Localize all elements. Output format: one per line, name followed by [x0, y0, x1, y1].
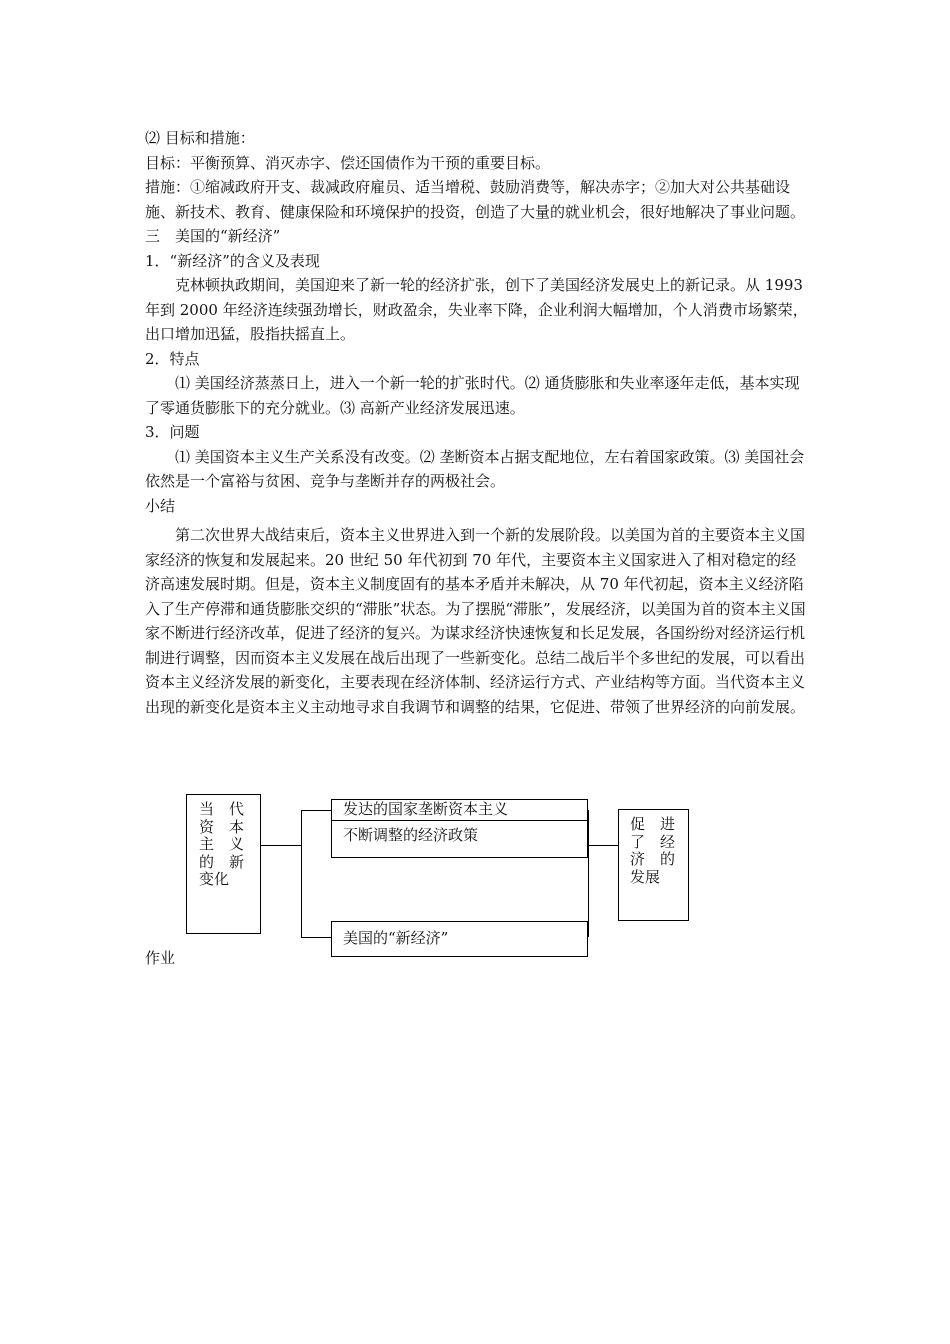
connector-left-bottom — [301, 937, 332, 938]
summary-paragraph: 第二次世界大战结束后，资本主义世界进入到一个新的发展阶段。以美国为首的主要资本主义国家经济的恢复和发展起来。20 世纪 50 年代初到 70 年代，主要资本主义国家进入了相对稳定的经济高速发展时期。但是，资本主义制度固有的基本矛盾并未解决，从 70 年代初起，资本主义经济陷入了生产停滞和通货膨胀交织的“滞胀”状态。为了摆脱“滞胀”，发展经济，以美国为首的资本主义国家不断进行经济改革，促进了经济的复兴。为谋求经济快速恢复和长足发展，各国纷纷对经济运行机制进行调整，因而资本主义发展在战后出现了一些新变化。总结二战后半个多世纪的发展，可以看出资本主义经济发展的新变化，主要表现在经济体制、经济运行方式、产业结构等方面。当代资本主义出现的新变化是资本主义主动地寻求自我调节和调整的结果，它促进、带领了世界经济的向前发展。 — [145, 526, 806, 716]
measures-paragraph: 措施：①缩减政府开支、裁减政府雇员、适当增税、鼓励消费等，解决赤字；②加大对公共基础设施、新技术、教育、健康保险和环境保护的投资，创造了大量的就业机会，很好地解决了事业问题。 — [145, 178, 806, 221]
connector-left-top — [301, 810, 332, 811]
right-char: 济 — [630, 850, 646, 868]
left-char: 的 — [199, 852, 215, 871]
right-char: 发展 — [630, 867, 661, 886]
right-char: 进 — [660, 815, 676, 833]
right-char: 的 — [660, 850, 676, 868]
homework-heading: 作业 — [145, 949, 176, 967]
left-char: 主 — [199, 835, 215, 853]
left-char: 当 — [199, 800, 215, 818]
top-box-2-label: 不断调整的经济政策 — [343, 826, 479, 844]
bottom-box-label: 美国的“新经济” — [343, 929, 449, 947]
connector-left-vertical — [301, 810, 302, 937]
subheading-problems: 3．问题 — [145, 423, 200, 441]
left-char: 代 — [229, 800, 245, 818]
right-char: 促 — [630, 815, 646, 833]
left-char: 新 — [229, 852, 245, 871]
summary-heading: 小结 — [145, 496, 176, 515]
features-paragraph: ⑴ 美国经济蒸蒸日上，进入一个新一轮的扩张时代。⑵ 通货膨胀和失业率逐年走低，基本实现了零通货膨胀下的充分就业。⑶ 高新产业经济发展迅速。 — [145, 374, 800, 417]
subheading-meaning: 1．“新经济”的含义及表现 — [145, 251, 320, 270]
subheading-goals-measures: ⑵ 目标和措施： — [145, 129, 255, 147]
top-box-1-label: 发达的国家垄断资本主义 — [343, 800, 509, 818]
right-char: 了 — [630, 832, 646, 851]
subheading-features: 2．特点 — [145, 349, 200, 368]
problems-paragraph: ⑴ 美国资本主义生产关系没有改变。⑵ 垄断资本占据支配地位，左右着国家政策。⑶ 美国社会依然是一个富裕与贫困、竞争与垄断并存的两极社会。 — [145, 447, 805, 490]
meaning-paragraph: 克林顿执政期间，美国迎来了新一轮的经济扩张，创下了美国经济发展史上的新记录。从 1993 年到 2000 年经济连续强劲增长，财政盈余，失业率下降，企业利润大幅增加，个人消费市场繁荣，出口增加迅猛，股指扶摇直上。 — [145, 276, 808, 343]
connector-right — [588, 845, 619, 846]
diagram-left-text — [199, 801, 259, 889]
document-body — [145, 126, 810, 719]
left-char: 义 — [229, 835, 245, 853]
connector-left — [261, 845, 301, 846]
left-char: 资 — [199, 817, 215, 836]
goal-paragraph: 目标：平衡预算、消灭赤字、偿还国债作为干预的重要目标。 — [145, 153, 551, 172]
left-char: 本 — [229, 817, 245, 836]
right-char: 经 — [660, 832, 676, 851]
section-heading-new-economy: 三 美国的“新经济” — [145, 227, 281, 245]
left-char: 变化 — [199, 870, 230, 888]
connector-right-vertical — [588, 810, 589, 937]
diagram-right-text — [630, 816, 690, 886]
